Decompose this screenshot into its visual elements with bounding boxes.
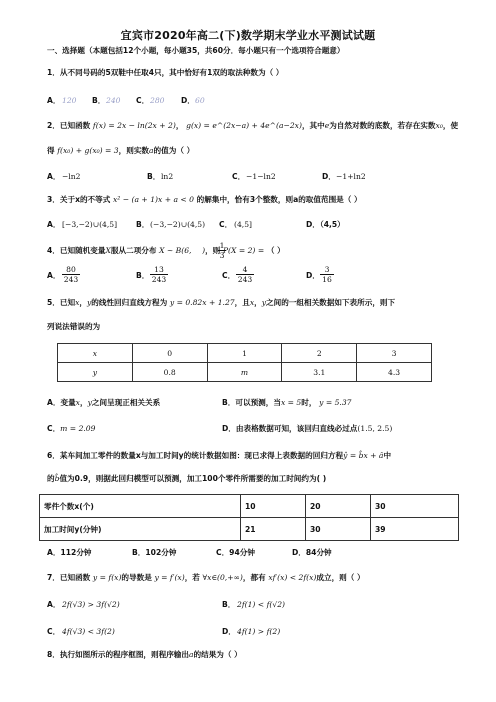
q5-option-b-mid: 时， bbox=[301, 398, 317, 407]
question-8-text bbox=[47, 650, 467, 660]
q2-condition: f(x₀) + g(x₀) = 3 bbox=[57, 146, 119, 155]
q2-option-b-label: B． bbox=[147, 172, 161, 181]
table-cell: y bbox=[58, 363, 133, 382]
q4-option-c-label: C． bbox=[222, 271, 236, 280]
q2-line1-end: ，使 bbox=[442, 121, 459, 130]
table-cell: 39 bbox=[371, 518, 459, 541]
q3-inequality: x² − (a + 1)x + a < 0 bbox=[113, 195, 195, 204]
q3-option-b-value: (−3,−2)∪(4,5) bbox=[150, 220, 206, 229]
table-cell: x bbox=[58, 344, 133, 363]
q7-derivative: y = f′(x) bbox=[154, 573, 185, 582]
q5-line1: 5．已知 bbox=[47, 298, 76, 307]
q6-option-b: B．102分钟 bbox=[132, 548, 177, 557]
question-2-line-2 bbox=[47, 146, 467, 156]
q4-option-d-label: D． bbox=[306, 271, 320, 280]
q2-line2-mid: ，则实数 bbox=[118, 146, 150, 155]
q4-dist-fraction bbox=[218, 241, 226, 260]
q4-option-c-num: 4 bbox=[242, 265, 248, 274]
q3-option-b-label: B． bbox=[136, 220, 150, 229]
q6-line2-prefix: 的 bbox=[47, 474, 55, 483]
q5-option-b-y: y = 5.37 bbox=[319, 398, 352, 407]
q8-a-var: a bbox=[188, 650, 194, 659]
table-cell: 20 bbox=[306, 495, 371, 518]
q6-data-table bbox=[39, 494, 459, 541]
q5-option-a-prefix: A．变量 bbox=[47, 398, 76, 407]
q2-tail: 为自然对数的底数，若存在实数 bbox=[329, 121, 436, 130]
q1-option-c-label: C． bbox=[136, 96, 150, 105]
q4-option-b-den: 243 bbox=[151, 275, 167, 284]
q2-option-a-value: −ln2 bbox=[62, 172, 81, 181]
q5-option-b-prefix: B．可以预测，当 bbox=[222, 398, 281, 407]
q4-option-b-fraction bbox=[150, 265, 168, 284]
q4-end: （ ） bbox=[266, 246, 285, 255]
q5-option-b-x: x = 5 bbox=[280, 398, 302, 407]
q3-option-c-label: C． bbox=[219, 220, 233, 229]
q2-x0: x₀ bbox=[435, 121, 443, 130]
page-title: 宜宾市2020年高二(下)数学期末学业水平测试试题 bbox=[120, 29, 376, 42]
q7-inequality: xf′(x) < 2f(x) bbox=[268, 573, 317, 582]
q1-option-c-value: 280 bbox=[150, 96, 165, 105]
question-7-text bbox=[47, 573, 467, 583]
q2-g-definition: g(x) = e^(2x−a) + 4e^(a−2x) bbox=[186, 121, 302, 130]
q7-prefix: 7．已知函数 bbox=[47, 573, 91, 582]
q4-option-c-den: 243 bbox=[237, 275, 253, 284]
q4-option-d-num: 3 bbox=[324, 265, 330, 274]
q7-option-c-value: 4f(√3) < 3f(2) bbox=[62, 627, 115, 636]
q5-x-2: x bbox=[249, 298, 255, 307]
q7-option-a-value: 2f(√3) > 3f(√2) bbox=[62, 600, 120, 609]
q1-option-d-label: D． bbox=[181, 96, 195, 105]
q4-option-c-fraction bbox=[236, 265, 254, 284]
q4-prefix: 4．已知随机变量 bbox=[47, 246, 106, 255]
table-row bbox=[58, 344, 432, 363]
q5-line1-mid2: ，且 bbox=[234, 298, 250, 307]
q7-end: 成立，则（ ） bbox=[316, 573, 365, 582]
q5-x: x bbox=[75, 298, 80, 307]
q2-option-c-label: C． bbox=[232, 172, 246, 181]
q7-option-a-label: A． bbox=[47, 600, 61, 609]
q1-option-b-label: B． bbox=[92, 96, 106, 105]
q2-e-var: e bbox=[324, 121, 330, 130]
q4-X: X bbox=[105, 246, 111, 255]
q8-prefix: 8．执行如图所示的程序框图，则程序输出 bbox=[47, 650, 189, 659]
q5-option-d bbox=[222, 424, 392, 434]
q3-option-d: D．（4,5） bbox=[306, 220, 345, 229]
q4-dist-close: ) bbox=[202, 246, 206, 255]
q6-line1: 6．某车间加工零件的数量x与加工时间y的统计数据如图：现已求得上表数据的回归方程 bbox=[47, 451, 344, 460]
question-4-text bbox=[47, 246, 467, 256]
q5-comma: ， bbox=[79, 298, 87, 307]
table-cell: 1 bbox=[207, 344, 282, 363]
q5-data-table bbox=[57, 343, 432, 382]
table-cell: 21 bbox=[241, 518, 306, 541]
q1-option-b-value: 240 bbox=[106, 96, 121, 105]
q5-y-2: y bbox=[261, 298, 267, 307]
q5-option-a-x: x bbox=[75, 398, 80, 407]
q5-option-a-comma: ， bbox=[79, 398, 88, 407]
q7-option-c-label: C． bbox=[47, 627, 61, 636]
q5-line1-mid: 的线性回归直线方程为 bbox=[91, 298, 168, 307]
q2-option-b-value: ln2 bbox=[161, 172, 174, 181]
q7-option-d-value: 4f(1) > f(2) bbox=[237, 627, 281, 636]
q4-option-b-label: B． bbox=[136, 271, 150, 280]
q5-comma-2: ， bbox=[254, 298, 262, 307]
q5-y: y bbox=[86, 298, 92, 307]
q2-f-definition: f(x) = 2x − ln(2x + 2) bbox=[92, 121, 176, 130]
table-cell: 30 bbox=[371, 495, 459, 518]
q6-option-c: C．94分钟 bbox=[216, 548, 255, 557]
q5-option-d-point: (1.5, 2.5) bbox=[357, 424, 393, 433]
table-cell: 零件个数x(个) bbox=[40, 495, 241, 518]
table-cell: 30 bbox=[306, 518, 371, 541]
q6-bhat: b̂ bbox=[54, 474, 60, 483]
q5-line1-end: 之间的一组相关数据如下表所示，则下 bbox=[266, 298, 396, 307]
q5-option-a bbox=[47, 398, 160, 408]
table-cell: m bbox=[207, 363, 282, 382]
q2-prefix: 2．已知函数 bbox=[47, 121, 91, 130]
table-row bbox=[40, 518, 459, 541]
q3-prefix: 3．关于x的不等式 bbox=[47, 195, 111, 204]
q6-line1-end: 中 bbox=[383, 451, 392, 460]
q5-option-a-suffix: 之间呈现正相关关系 bbox=[91, 398, 161, 407]
q3-option-a-value: [−3,−2)∪(4,5] bbox=[62, 220, 118, 229]
question-5-line-2: 列说法错误的为 bbox=[47, 322, 101, 331]
q4-dist-num: 1 bbox=[219, 241, 225, 250]
q5-option-a-y: y bbox=[87, 398, 92, 407]
q1-option-a-label: A． bbox=[47, 96, 61, 105]
table-cell: 加工时间y(分钟) bbox=[40, 518, 241, 541]
question-5-line-1 bbox=[47, 298, 467, 308]
q4-option-d-den: 16 bbox=[322, 275, 332, 284]
q5-regression-equation: y = 0.82x + 1.27 bbox=[169, 298, 235, 307]
q4-dist-den: 3 bbox=[219, 251, 225, 260]
table-cell: 0 bbox=[132, 344, 207, 363]
q3-suffix: 的解集中，恰有3个整数，则a的取值范围是（ ） bbox=[196, 195, 362, 204]
q8-end: 的结果为（ ） bbox=[193, 650, 242, 659]
q7-option-b-value: 2f(1) < f(√2) bbox=[237, 600, 285, 609]
q6-option-a: A．112分钟 bbox=[47, 548, 92, 557]
question-6-line-1 bbox=[47, 451, 467, 461]
section-heading: 一、选择题（本题包括12个小题，每小题35，共60分．每小题只有一个选项符合题意） bbox=[47, 46, 345, 55]
q4-mid: 服从二项分布 bbox=[110, 246, 157, 255]
q4-option-b-num: 13 bbox=[154, 265, 164, 274]
table-cell: 4.3 bbox=[357, 363, 432, 382]
table-cell: 3 bbox=[357, 344, 432, 363]
q5-option-c-prefix: C． bbox=[47, 424, 61, 433]
q7-option-b-label: B． bbox=[222, 600, 236, 609]
q7-mid: 的导数是 bbox=[121, 573, 152, 582]
table-cell: 2 bbox=[282, 344, 357, 363]
q6-line2-rest: 值为0.9，则据此回归模型可以预测，加工100个零件所需要的加工时间约为( ) bbox=[59, 474, 327, 483]
table-cell: 3.1 bbox=[282, 363, 357, 382]
question-2-line-1: 2．已知函数 f(x) = 2x − ln(2x + 2)， g(x) = e^(2x−a) + 4e^(a−2x)，其中e为自然对数的底数，若存在实数x₀，使 bbox=[47, 121, 459, 130]
q3-option-c-value: (4,5] bbox=[234, 220, 253, 229]
q5-option-b bbox=[222, 398, 352, 408]
q7-condition: ∀x∈(0,+∞) bbox=[202, 573, 243, 582]
q2-option-d-label: D． bbox=[322, 172, 336, 181]
q4-option-a-fraction bbox=[62, 265, 80, 284]
q2-option-d-value: −1+ln2 bbox=[336, 172, 366, 181]
q4-option-a-den: 243 bbox=[63, 275, 79, 284]
q7-mid2: ，若 bbox=[184, 573, 200, 582]
q5-option-c bbox=[47, 424, 95, 434]
q7-mid3: ，都有 bbox=[242, 573, 266, 582]
question-1-text: 1．从不同号码的5双鞋中任取4只，其中恰好有1双的取法种数为（ ） bbox=[47, 68, 284, 77]
question-6-line-2 bbox=[47, 474, 467, 484]
table-row bbox=[40, 495, 459, 518]
q4-option-a-num: 80 bbox=[66, 265, 76, 274]
q4-option-a-label: A． bbox=[47, 271, 61, 280]
q4-distribution: X ~ B(6, bbox=[159, 246, 192, 255]
question-3-text bbox=[47, 195, 467, 205]
q7-function: y = f(x) bbox=[92, 573, 122, 582]
q4-probability: P(X = 2) = bbox=[222, 246, 265, 255]
q5-option-c-value: m = 2.09 bbox=[60, 424, 96, 433]
q2-option-c-value: −1−ln2 bbox=[246, 172, 276, 181]
q6-equation: ŷ = b̂x + â bbox=[343, 451, 384, 460]
q2-option-a-label: A． bbox=[47, 172, 61, 181]
table-cell: 10 bbox=[241, 495, 306, 518]
q2-line2-end: 的值为（ ） bbox=[153, 146, 195, 155]
q3-option-a-label: A． bbox=[47, 220, 61, 229]
q7-option-d-label: D． bbox=[222, 627, 236, 636]
q2-suffix: ，其中 bbox=[301, 121, 325, 130]
q1-option-a-value: 120 bbox=[62, 96, 77, 105]
table-cell: 0.8 bbox=[132, 363, 207, 382]
q4-mid2: ，则 bbox=[205, 246, 221, 255]
table-row bbox=[58, 363, 432, 382]
q2-a-var: a bbox=[149, 146, 154, 155]
q6-option-d: D．84分钟 bbox=[292, 548, 332, 557]
q1-option-d-value: 60 bbox=[195, 96, 205, 105]
q5-option-d-prefix: D．由表格数据可知，该回归直线必过点 bbox=[222, 424, 358, 433]
q2-line2-prefix: 得 bbox=[47, 146, 55, 155]
q4-option-d-fraction bbox=[320, 265, 334, 284]
